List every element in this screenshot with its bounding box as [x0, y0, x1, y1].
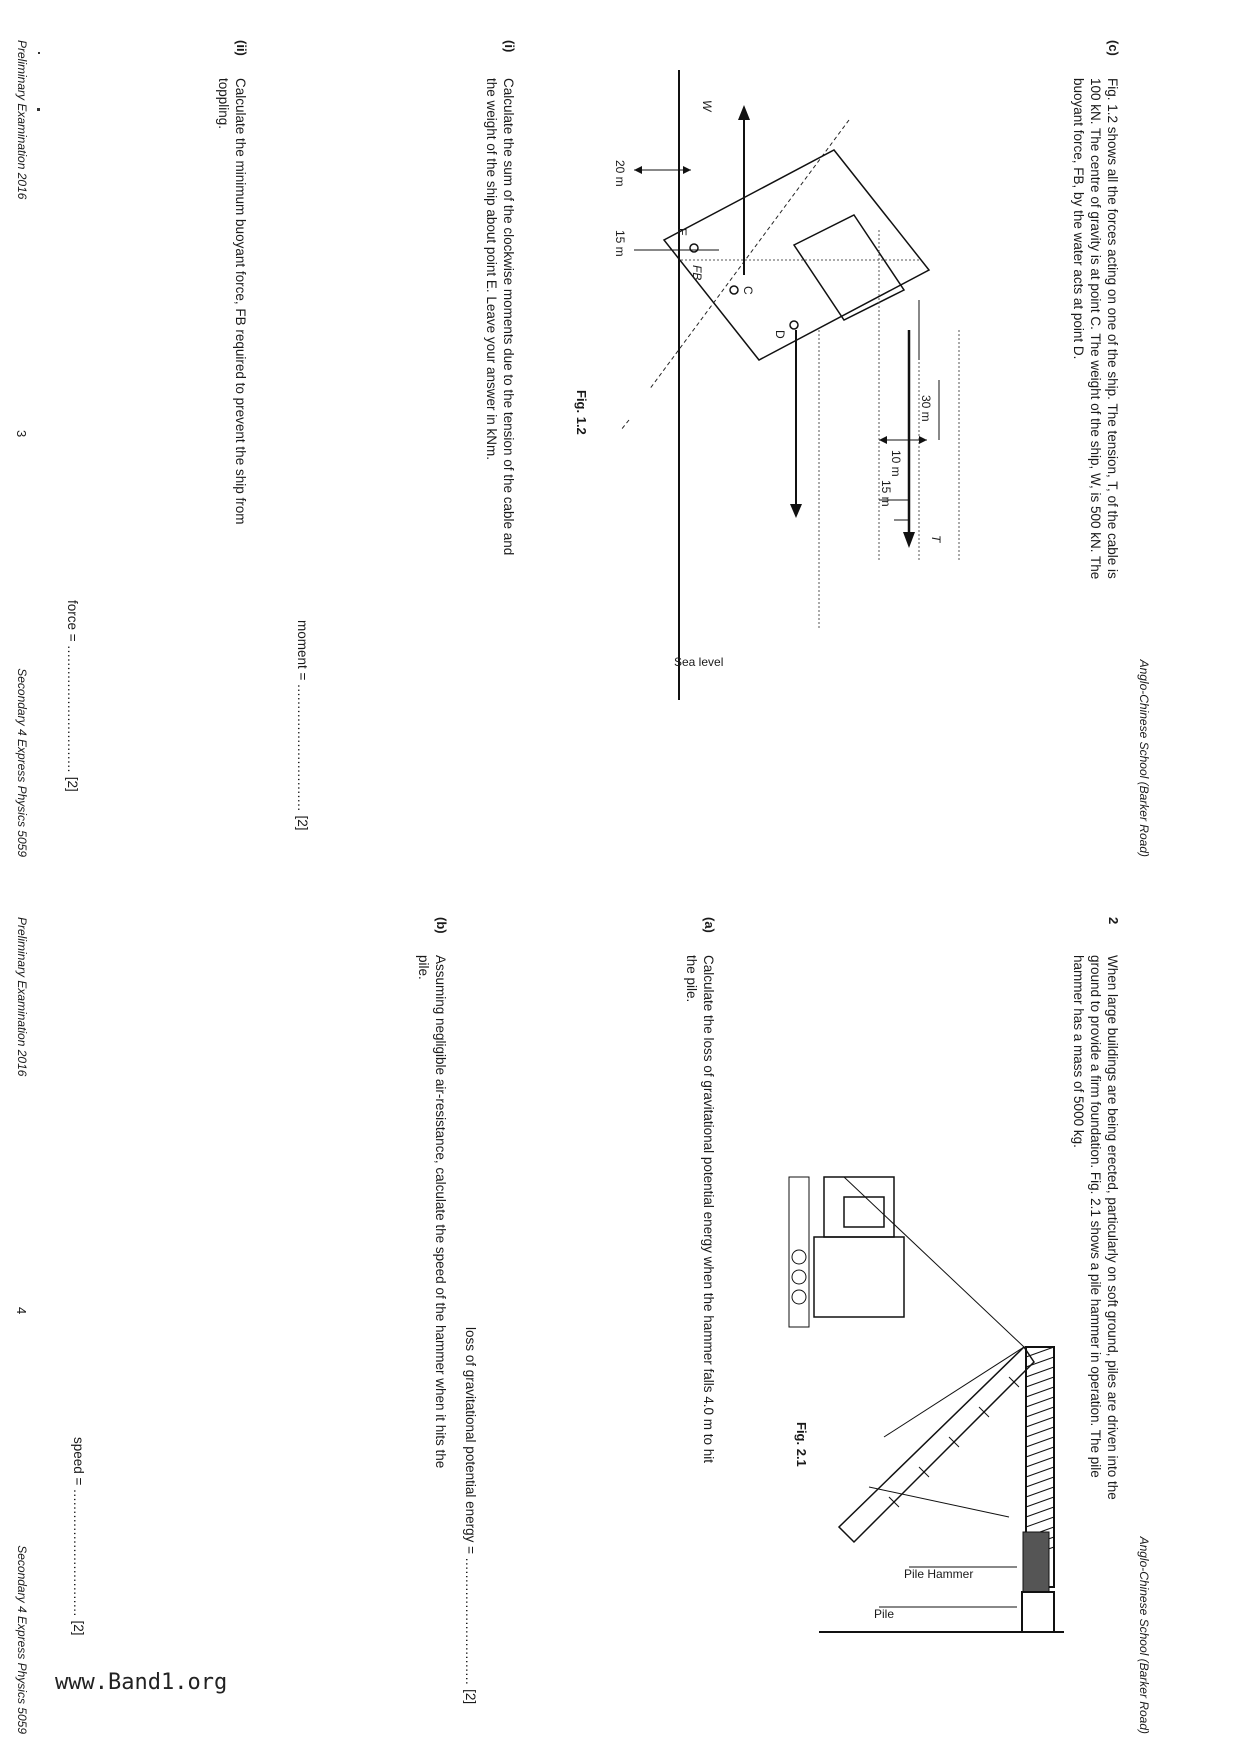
point-d-label: D [773, 330, 787, 339]
gpe-answer-line [462, 1327, 479, 1704]
part-i-text [483, 78, 517, 838]
marks: [2] [71, 1620, 86, 1636]
dimension-30m: 30 m [919, 395, 933, 422]
footer-right: Secondary 4 Express Physics 5059 [15, 1545, 29, 1734]
point-e-label: E [675, 228, 689, 237]
part-line: Calculate the minimum buoyant force, FB required to prevent the ship from [233, 78, 248, 525]
figure-caption: Fig. 2.1 [794, 1422, 809, 1467]
answer-label: moment = [295, 620, 310, 685]
exam-page-4 [0, 877, 1239, 1754]
part-b-text [415, 955, 449, 1725]
part-label: (b) [434, 917, 449, 934]
marks: [2] [463, 1689, 478, 1705]
footer-left: Preliminary Examination 2016 [15, 917, 29, 1077]
part-label: (i) [502, 40, 517, 53]
page-header: Anglo-Chinese School (Barker Road) [1137, 659, 1151, 857]
intro-line: 100 kN. The centre of gravity is at point C. The weight of the ship, W, is 500 kN. The [1088, 78, 1103, 580]
pile-hammer-label: Pile Hammer [904, 1567, 974, 1581]
intro-line: hammer has a mass of 5000 kg. [1071, 955, 1086, 1148]
part-line: Assuming negligible air-resistance, calculate the speed of the hammer when it hits the [433, 955, 448, 1469]
pile-hammer-diagram [0, 877, 1239, 1754]
answer-label: force = [65, 600, 80, 646]
part-line: the pile. [684, 955, 699, 1003]
answer-label: loss of gravitational potential energy = [463, 1327, 478, 1558]
marks: [2] [65, 776, 80, 792]
dimension-15m-lower: 15 m [613, 230, 627, 257]
footer-right: Secondary 4 Express Physics 5059 [15, 668, 29, 857]
point-c-label: C [741, 286, 755, 295]
page-header: Anglo-Chinese School (Barker Road) [1137, 1536, 1151, 1734]
answer-blank[interactable]: .............................. [463, 1557, 478, 1686]
page-number: 4 [14, 1307, 29, 1315]
part-line: Calculate the sum of the clockwise moments due to the tension of the cable and [501, 78, 516, 556]
answer-blank[interactable]: .............................. [71, 1489, 86, 1617]
question-number: 2 [1106, 917, 1121, 925]
figure-caption: Fig. 1.2 [574, 390, 589, 435]
force-answer-line [64, 600, 81, 792]
part-ii-text [215, 78, 249, 838]
buoyant-force-label: FB [690, 265, 704, 281]
pile-label: Pile [874, 1607, 895, 1621]
part-line: pile. [416, 955, 431, 980]
dimension-10m: 10 m [889, 450, 903, 477]
intro-line: Fig. 1.2 shows all the forces acting on one of the ship. The tension, T, of the cable is [1105, 78, 1120, 579]
part-line: Calculate the loss of gravitational potential energy when the hammer falls 4.0 m to hit [701, 955, 716, 1464]
part-line: the weight of the ship about point E. Leave your answer in kNm. [484, 78, 499, 460]
scan-speck [38, 52, 40, 54]
scan-speck [37, 108, 40, 111]
part-line: toppling. [216, 78, 231, 130]
part-a-text [683, 955, 717, 1725]
speed-answer-line [70, 1437, 87, 1635]
moment-answer-line [294, 620, 311, 830]
part-label: (ii) [234, 40, 249, 56]
intro-line: buoyant force, FB, by the water acts at point D. [1071, 78, 1086, 360]
dimension-20m: 20 m [613, 160, 627, 187]
dimension-15m: 15 m [879, 480, 893, 507]
marks: [2] [295, 815, 310, 831]
question-label: (c) [1106, 40, 1121, 56]
tension-label: T [929, 535, 943, 543]
intro-line: When large buildings are being erected, particularly on soft ground, piles are driven into the [1105, 955, 1120, 1500]
page-number: 3 [14, 430, 29, 438]
footer-left: Preliminary Examination 2016 [15, 40, 29, 200]
watermark: www.Band1.org [55, 1670, 228, 1695]
sea-level-label: Sea level [674, 655, 724, 669]
intro-line: ground to provide a firm foundation. Fig. 2.1 shows a pile hammer in operation. The pile [1088, 955, 1103, 1478]
part-label: (a) [702, 917, 717, 933]
answer-blank[interactable]: .............................. [295, 684, 310, 812]
answer-blank[interactable]: .............................. [65, 645, 80, 773]
weight-label: W [700, 100, 714, 112]
answer-label: speed = [71, 1437, 86, 1490]
